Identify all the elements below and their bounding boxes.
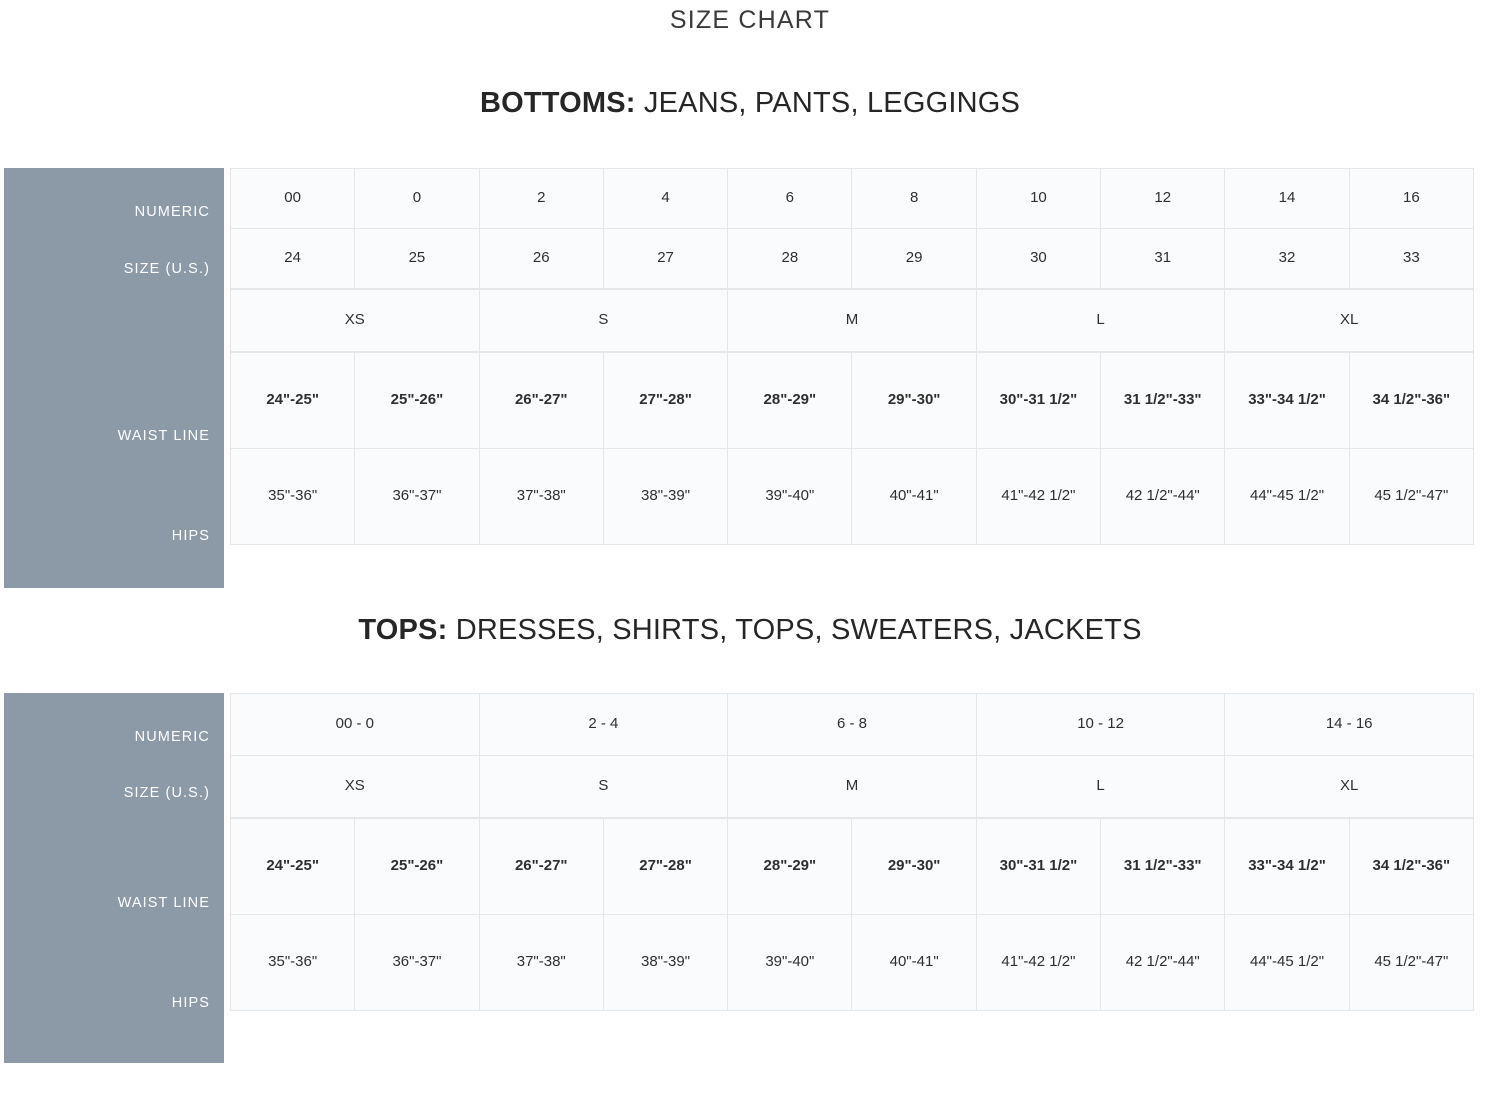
table-row bbox=[231, 915, 1474, 1011]
cell-numeric-size-alt: 27 bbox=[603, 229, 727, 289]
cell-hips: 38"-39" bbox=[603, 915, 727, 1011]
cell-numeric-size-alt: 32 bbox=[1225, 229, 1349, 289]
section-heading-bottoms-label: BOTTOMS: bbox=[479, 87, 636, 119]
cell-waist: 25"-26" bbox=[355, 819, 479, 915]
section-heading-bottoms bbox=[0, 87, 1500, 120]
cell-waist: 29"-30" bbox=[852, 353, 976, 449]
tops-numeric-table bbox=[230, 693, 1474, 818]
cell-hips: 39"-40" bbox=[728, 915, 852, 1011]
table-row bbox=[231, 449, 1474, 545]
cell-waist: 25"-26" bbox=[355, 353, 479, 449]
cell-hips: 45 1/2"-47" bbox=[1349, 915, 1473, 1011]
cell-waist: 29"-30" bbox=[852, 819, 976, 915]
label-hips: HIPS bbox=[171, 995, 210, 1011]
cell-letter-size: S bbox=[479, 290, 728, 352]
cell-hips: 40"-41" bbox=[852, 449, 976, 545]
cell-numeric-size-alt: 28 bbox=[728, 229, 852, 289]
cell-hips: 35"-36" bbox=[231, 449, 355, 545]
bottoms-label-column bbox=[2, 168, 230, 588]
bottoms-label-panel bbox=[4, 168, 224, 588]
cell-numeric-size: 12 bbox=[1101, 169, 1225, 229]
section-heading-tops-label: TOPS: bbox=[358, 614, 448, 646]
cell-waist: 34 1/2"-36" bbox=[1349, 353, 1473, 449]
cell-letter-size: L bbox=[976, 290, 1225, 352]
cell-hips: 36"-37" bbox=[355, 449, 479, 545]
table-row bbox=[231, 819, 1474, 915]
cell-letter-size: L bbox=[976, 756, 1225, 818]
label-waist-line: WAIST LINE bbox=[117, 428, 210, 444]
cell-hips: 41"-42 1/2" bbox=[976, 915, 1100, 1011]
table-row bbox=[231, 290, 1474, 352]
tops-measurements-table bbox=[230, 818, 1474, 1011]
cell-waist: 34 1/2"-36" bbox=[1349, 819, 1473, 915]
tops-label-panel bbox=[4, 693, 224, 1063]
cell-numeric-size: 8 bbox=[852, 169, 976, 229]
cell-waist: 31 1/2"-33" bbox=[1101, 353, 1225, 449]
cell-numeric-size: 10 bbox=[976, 169, 1100, 229]
cell-letter-size: XS bbox=[231, 756, 480, 818]
bottoms-table-block bbox=[0, 168, 1500, 588]
cell-numeric-size: 2 bbox=[479, 169, 603, 229]
cell-numeric-size-alt: 26 bbox=[479, 229, 603, 289]
cell-waist: 28"-29" bbox=[728, 353, 852, 449]
table-row bbox=[231, 353, 1474, 449]
cell-numeric-size: 00 bbox=[231, 169, 355, 229]
cell-hips: 44"-45 1/2" bbox=[1225, 449, 1349, 545]
section-heading-tops bbox=[0, 614, 1500, 647]
cell-numeric-size: 00 - 0 bbox=[231, 694, 480, 756]
cell-waist: 31 1/2"-33" bbox=[1101, 819, 1225, 915]
section-heading-bottoms-detail: JEANS, PANTS, LEGGINGS bbox=[635, 87, 1021, 119]
tops-label-column bbox=[2, 693, 230, 1063]
cell-waist: 33"-34 1/2" bbox=[1225, 819, 1349, 915]
cell-waist: 27"-28" bbox=[603, 819, 727, 915]
label-numeric-size-line1: NUMERIC bbox=[134, 204, 210, 220]
cell-numeric-size: 16 bbox=[1349, 169, 1473, 229]
table-row bbox=[231, 694, 1474, 756]
cell-numeric-size: 4 bbox=[603, 169, 727, 229]
cell-letter-size: XS bbox=[231, 290, 480, 352]
cell-numeric-size: 14 - 16 bbox=[1225, 694, 1474, 756]
cell-hips: 35"-36" bbox=[231, 915, 355, 1011]
cell-waist: 30"-31 1/2" bbox=[976, 819, 1100, 915]
cell-numeric-size: 6 - 8 bbox=[728, 694, 977, 756]
label-numeric-size-line2: SIZE (U.S.) bbox=[123, 261, 210, 277]
cell-hips: 40"-41" bbox=[852, 915, 976, 1011]
bottoms-grid bbox=[230, 168, 1500, 588]
section-heading-tops-detail: DRESSES, SHIRTS, TOPS, SWEATERS, JACKETS bbox=[447, 614, 1142, 646]
cell-hips: 39"-40" bbox=[728, 449, 852, 545]
label-hips: HIPS bbox=[171, 528, 210, 544]
table-row bbox=[231, 169, 1474, 229]
cell-hips: 42 1/2"-44" bbox=[1101, 449, 1225, 545]
cell-numeric-size-alt: 30 bbox=[976, 229, 1100, 289]
cell-letter-size: XL bbox=[1225, 756, 1474, 818]
cell-numeric-size-alt: 24 bbox=[231, 229, 355, 289]
cell-hips: 44"-45 1/2" bbox=[1225, 915, 1349, 1011]
cell-numeric-size: 10 - 12 bbox=[976, 694, 1225, 756]
table-row bbox=[231, 756, 1474, 818]
tops-grid bbox=[230, 693, 1500, 1063]
cell-numeric-size-alt: 31 bbox=[1101, 229, 1225, 289]
cell-hips: 36"-37" bbox=[355, 915, 479, 1011]
cell-numeric-size-alt: 33 bbox=[1349, 229, 1473, 289]
bottoms-measurements-table bbox=[230, 352, 1474, 545]
page-title: SIZE CHART bbox=[669, 6, 831, 34]
cell-waist: 24"-25" bbox=[231, 819, 355, 915]
label-numeric-size-line1: NUMERIC bbox=[134, 729, 210, 745]
cell-numeric-size: 14 bbox=[1225, 169, 1349, 229]
cell-letter-size: M bbox=[728, 290, 977, 352]
cell-hips: 37"-38" bbox=[479, 915, 603, 1011]
cell-numeric-size: 0 bbox=[355, 169, 479, 229]
tops-table-block bbox=[0, 693, 1500, 1063]
table-row bbox=[231, 229, 1474, 289]
cell-waist: 24"-25" bbox=[231, 353, 355, 449]
cell-waist: 26"-27" bbox=[479, 353, 603, 449]
cell-hips: 42 1/2"-44" bbox=[1101, 915, 1225, 1011]
cell-numeric-size-alt: 29 bbox=[852, 229, 976, 289]
bottoms-numeric-table bbox=[230, 168, 1474, 289]
cell-numeric-size: 2 - 4 bbox=[479, 694, 728, 756]
cell-letter-size: M bbox=[728, 756, 977, 818]
cell-hips: 41"-42 1/2" bbox=[976, 449, 1100, 545]
cell-waist: 33"-34 1/2" bbox=[1225, 353, 1349, 449]
cell-letter-size: S bbox=[479, 756, 728, 818]
cell-hips: 45 1/2"-47" bbox=[1349, 449, 1473, 545]
cell-waist: 26"-27" bbox=[479, 819, 603, 915]
bottoms-letter-table bbox=[230, 289, 1474, 352]
cell-waist: 28"-29" bbox=[728, 819, 852, 915]
cell-hips: 37"-38" bbox=[479, 449, 603, 545]
cell-letter-size: XL bbox=[1225, 290, 1474, 352]
cell-hips: 38"-39" bbox=[603, 449, 727, 545]
cell-numeric-size-alt: 25 bbox=[355, 229, 479, 289]
cell-waist: 30"-31 1/2" bbox=[976, 353, 1100, 449]
cell-waist: 27"-28" bbox=[603, 353, 727, 449]
label-waist-line: WAIST LINE bbox=[117, 895, 210, 911]
cell-numeric-size: 6 bbox=[728, 169, 852, 229]
label-numeric-size-line2: SIZE (U.S.) bbox=[123, 785, 210, 801]
